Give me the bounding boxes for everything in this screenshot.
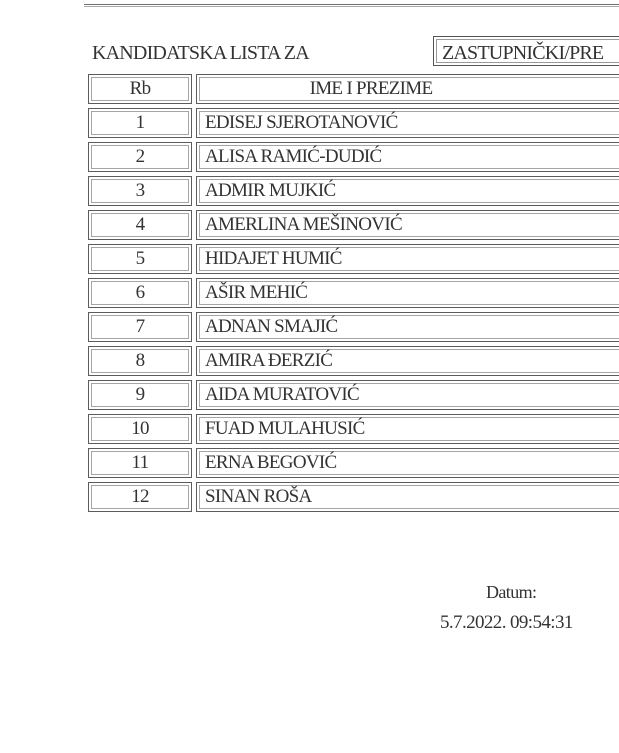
header-rb: Rb bbox=[88, 74, 192, 104]
row-number: 5 bbox=[88, 244, 192, 274]
table-row bbox=[86, 345, 619, 379]
candidate-name: AMERLINA MEŠINOVIĆ bbox=[196, 210, 619, 240]
table-row bbox=[86, 413, 619, 447]
table-row bbox=[86, 243, 619, 277]
candidate-table bbox=[86, 73, 619, 515]
table-body bbox=[86, 107, 619, 515]
candidate-name: SINAN ROŠA bbox=[196, 482, 619, 512]
table-row bbox=[86, 481, 619, 515]
table-row bbox=[86, 379, 619, 413]
candidate-name: ALISA RAMIĆ-DUDIĆ bbox=[196, 142, 619, 172]
table-row bbox=[86, 277, 619, 311]
candidate-name: ADMIR MUJKIĆ bbox=[196, 176, 619, 206]
table-row bbox=[86, 209, 619, 243]
row-number: 7 bbox=[88, 312, 192, 342]
row-number: 4 bbox=[88, 210, 192, 240]
row-number: 9 bbox=[88, 380, 192, 410]
date-label: Datum: bbox=[486, 582, 537, 602]
candidate-name: AIDA MURATOVIĆ bbox=[196, 380, 619, 410]
date-value: 5.7.2022. 09:54:31 bbox=[440, 612, 573, 633]
header-name bbox=[196, 74, 619, 104]
list-type-label: ZASTUPNIČKI/PRE bbox=[442, 42, 604, 64]
table-row bbox=[86, 141, 619, 175]
candidate-name: EDISEJ SJEROTANOVIĆ bbox=[196, 108, 619, 138]
row-number: 3 bbox=[88, 176, 192, 206]
table-row bbox=[86, 311, 619, 345]
candidate-list-title: KANDIDATSKA LISTA ZA bbox=[92, 42, 309, 64]
table-row bbox=[86, 175, 619, 209]
row-number: 2 bbox=[88, 142, 192, 172]
header-name-label: IME I PREZIME bbox=[309, 78, 433, 99]
row-number: 11 bbox=[88, 448, 192, 478]
candidate-name: AMIRA ĐERZIĆ bbox=[196, 346, 619, 376]
list-type-box bbox=[433, 36, 619, 66]
candidate-name: FUAD MULAHUSIĆ bbox=[196, 414, 619, 444]
row-number: 10 bbox=[88, 414, 192, 444]
table-row bbox=[86, 447, 619, 481]
top-divider bbox=[84, 4, 619, 7]
table-header-row bbox=[86, 73, 619, 107]
row-number: 8 bbox=[88, 346, 192, 376]
candidate-name: ERNA BEGOVIĆ bbox=[196, 448, 619, 478]
row-number: 1 bbox=[88, 108, 192, 138]
candidate-name: HIDAJET HUMIĆ bbox=[196, 244, 619, 274]
row-number: 12 bbox=[88, 482, 192, 512]
table-row bbox=[86, 107, 619, 141]
row-number: 6 bbox=[88, 278, 192, 308]
candidate-name: AŠIR MEHIĆ bbox=[196, 278, 619, 308]
candidate-name: ADNAN SMAJIĆ bbox=[196, 312, 619, 342]
